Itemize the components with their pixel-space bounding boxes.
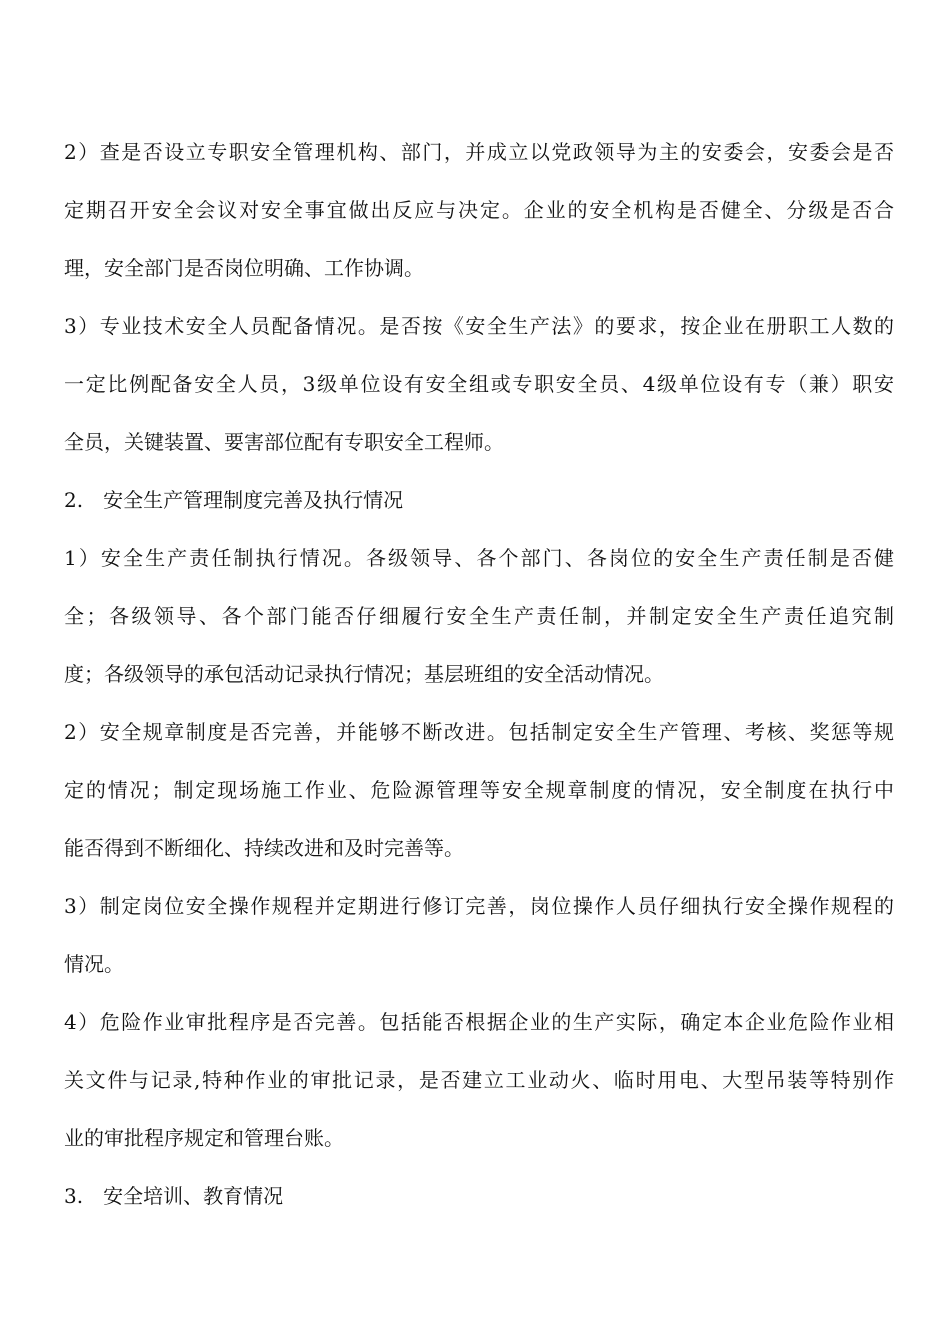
paragraph-line: 1）安全生产责任制执行情况。各级领导、各个部门、各岗位的安全生产责任制是否健: [64, 546, 894, 570]
paragraph-line: 3）制定岗位安全操作规程并定期进行修订完善，岗位操作人员仔细执行安全操作规程的: [64, 894, 894, 918]
paragraph-line: 定期召开安全会议对安全事宜做出反应与决定。企业的安全机构是否健全、分级是否合: [64, 198, 894, 222]
section-heading: 3. 安全培训、教育情况: [64, 1184, 284, 1208]
paragraph-line: 2）查是否设立专职安全管理机构、部门，并成立以党政领导为主的安委会，安委会是否: [64, 140, 894, 164]
paragraph-line: 关文件与记录,特种作业的审批记录，是否建立工业动火、临时用电、大型吊装等特别作: [64, 1068, 894, 1092]
paragraph-line: 全；各级领导、各个部门能否仔细履行安全生产责任制，并制定安全生产责任追究制: [64, 604, 894, 628]
section-heading: 2. 安全生产管理制度完善及执行情况: [64, 488, 404, 512]
paragraph-line: 3）专业技术安全人员配备情况。是否按《安全生产法》的要求，按企业在册职工人数的: [64, 314, 894, 338]
paragraph-line: 一定比例配备安全人员，3级单位设有安全组或专职安全员、4级单位设有专（兼）职安: [64, 372, 894, 396]
paragraph-line: 4）危险作业审批程序是否完善。包括能否根据企业的生产实际，确定本企业危险作业相: [64, 1010, 894, 1034]
paragraph-line: 2）安全规章制度是否完善，并能够不断改进。包括制定安全生产管理、考核、奖惩等规: [64, 720, 894, 744]
paragraph-line: 全员，关键装置、要害部位配有专职安全工程师。: [64, 430, 504, 454]
paragraph-line: 定的情况；制定现场施工作业、危险源管理等安全规章制度的情况，安全制度在执行中: [64, 778, 894, 802]
paragraph-line: 理，安全部门是否岗位明确、工作协调。: [64, 256, 424, 280]
paragraph-line: 情况。: [64, 952, 124, 976]
paragraph-line: 能否得到不断细化、持续改进和及时完善等。: [64, 836, 464, 860]
paragraph-line: 度；各级领导的承包活动记录执行情况；基层班组的安全活动情况。: [64, 662, 664, 686]
paragraph-line: 业的审批程序规定和管理台账。: [64, 1126, 344, 1150]
